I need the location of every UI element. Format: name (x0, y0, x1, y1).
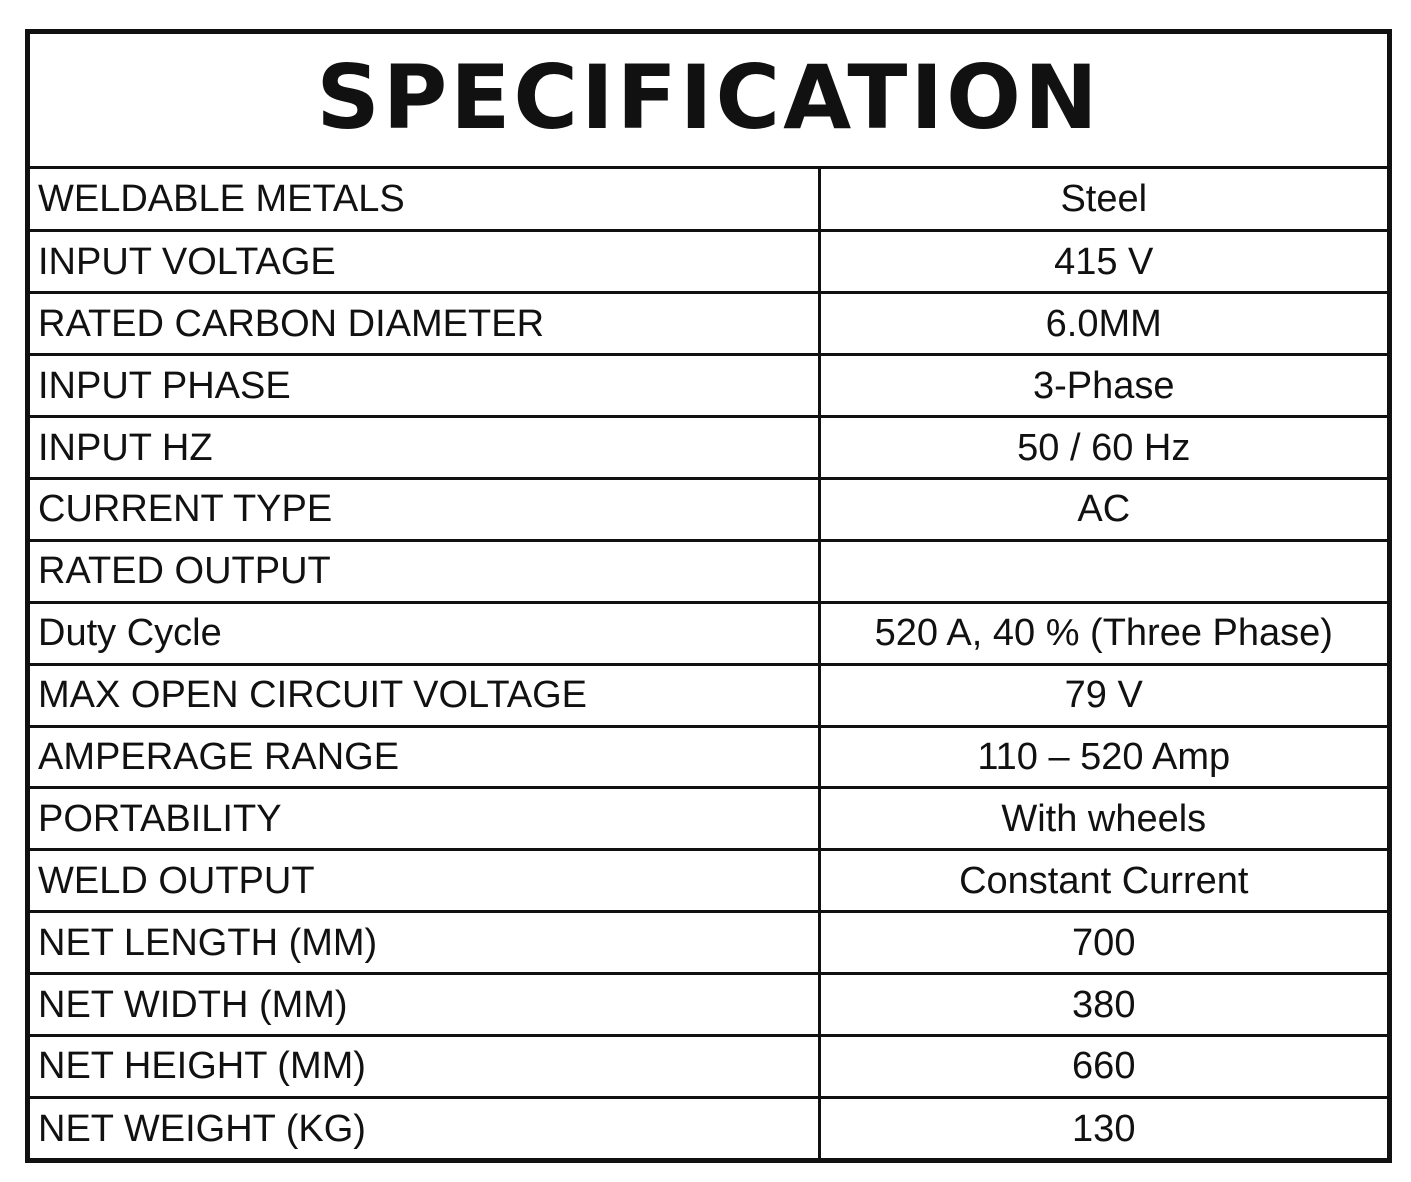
page-title: SPECIFICATION (30, 34, 1387, 169)
spec-value: With wheels (819, 788, 1387, 850)
spec-label: WELD OUTPUT (30, 850, 819, 912)
spec-label: PORTABILITY (30, 788, 819, 850)
spec-label: Duty Cycle (30, 602, 819, 664)
table-row (30, 169, 1387, 231)
specification-rows (30, 169, 1387, 1159)
spec-label: WELDABLE METALS (30, 169, 819, 231)
table-row (30, 850, 1387, 912)
table-row (30, 974, 1387, 1036)
spec-value: 700 (819, 912, 1387, 974)
table-row (30, 355, 1387, 417)
table-row (30, 231, 1387, 293)
spec-label: NET WEIGHT (KG) (30, 1097, 819, 1159)
spec-label: INPUT HZ (30, 417, 819, 479)
spec-label: INPUT VOLTAGE (30, 231, 819, 293)
spec-value: Constant Current (819, 850, 1387, 912)
spec-label: RATED CARBON DIAMETER (30, 293, 819, 355)
table-row (30, 664, 1387, 726)
spec-label: NET LENGTH (MM) (30, 912, 819, 974)
spec-value: 50 / 60 Hz (819, 417, 1387, 479)
table-row (30, 788, 1387, 850)
spec-label: INPUT PHASE (30, 355, 819, 417)
spec-label: RATED OUTPUT (30, 540, 819, 602)
spec-value: 6.0MM (819, 293, 1387, 355)
spec-value: 415 V (819, 231, 1387, 293)
table-row (30, 293, 1387, 355)
specification-table-frame (25, 29, 1392, 1163)
spec-value: 3-Phase (819, 355, 1387, 417)
spec-value: 520 A, 40 % (Three Phase) (819, 602, 1387, 664)
spec-label: NET HEIGHT (MM) (30, 1035, 819, 1097)
spec-label: MAX OPEN CIRCUIT VOLTAGE (30, 664, 819, 726)
specification-table (30, 169, 1387, 1159)
table-row (30, 1097, 1387, 1159)
spec-value: 130 (819, 1097, 1387, 1159)
spec-value: 660 (819, 1035, 1387, 1097)
spec-value: AC (819, 478, 1387, 540)
spec-value: 380 (819, 974, 1387, 1036)
spec-value: Steel (1060, 178, 1148, 221)
spec-value: 79 V (819, 664, 1387, 726)
spec-label: NET WIDTH (MM) (30, 974, 819, 1036)
table-row (30, 726, 1387, 788)
table-row (30, 478, 1387, 540)
table-row (30, 912, 1387, 974)
spec-value (819, 540, 1387, 602)
spec-value: 110 – 520 Amp (819, 726, 1387, 788)
table-row (30, 602, 1387, 664)
table-row (30, 417, 1387, 479)
spec-label: AMPERAGE RANGE (30, 726, 819, 788)
table-row (30, 1035, 1387, 1097)
spec-label: CURRENT TYPE (30, 478, 819, 540)
table-row (30, 540, 1387, 602)
